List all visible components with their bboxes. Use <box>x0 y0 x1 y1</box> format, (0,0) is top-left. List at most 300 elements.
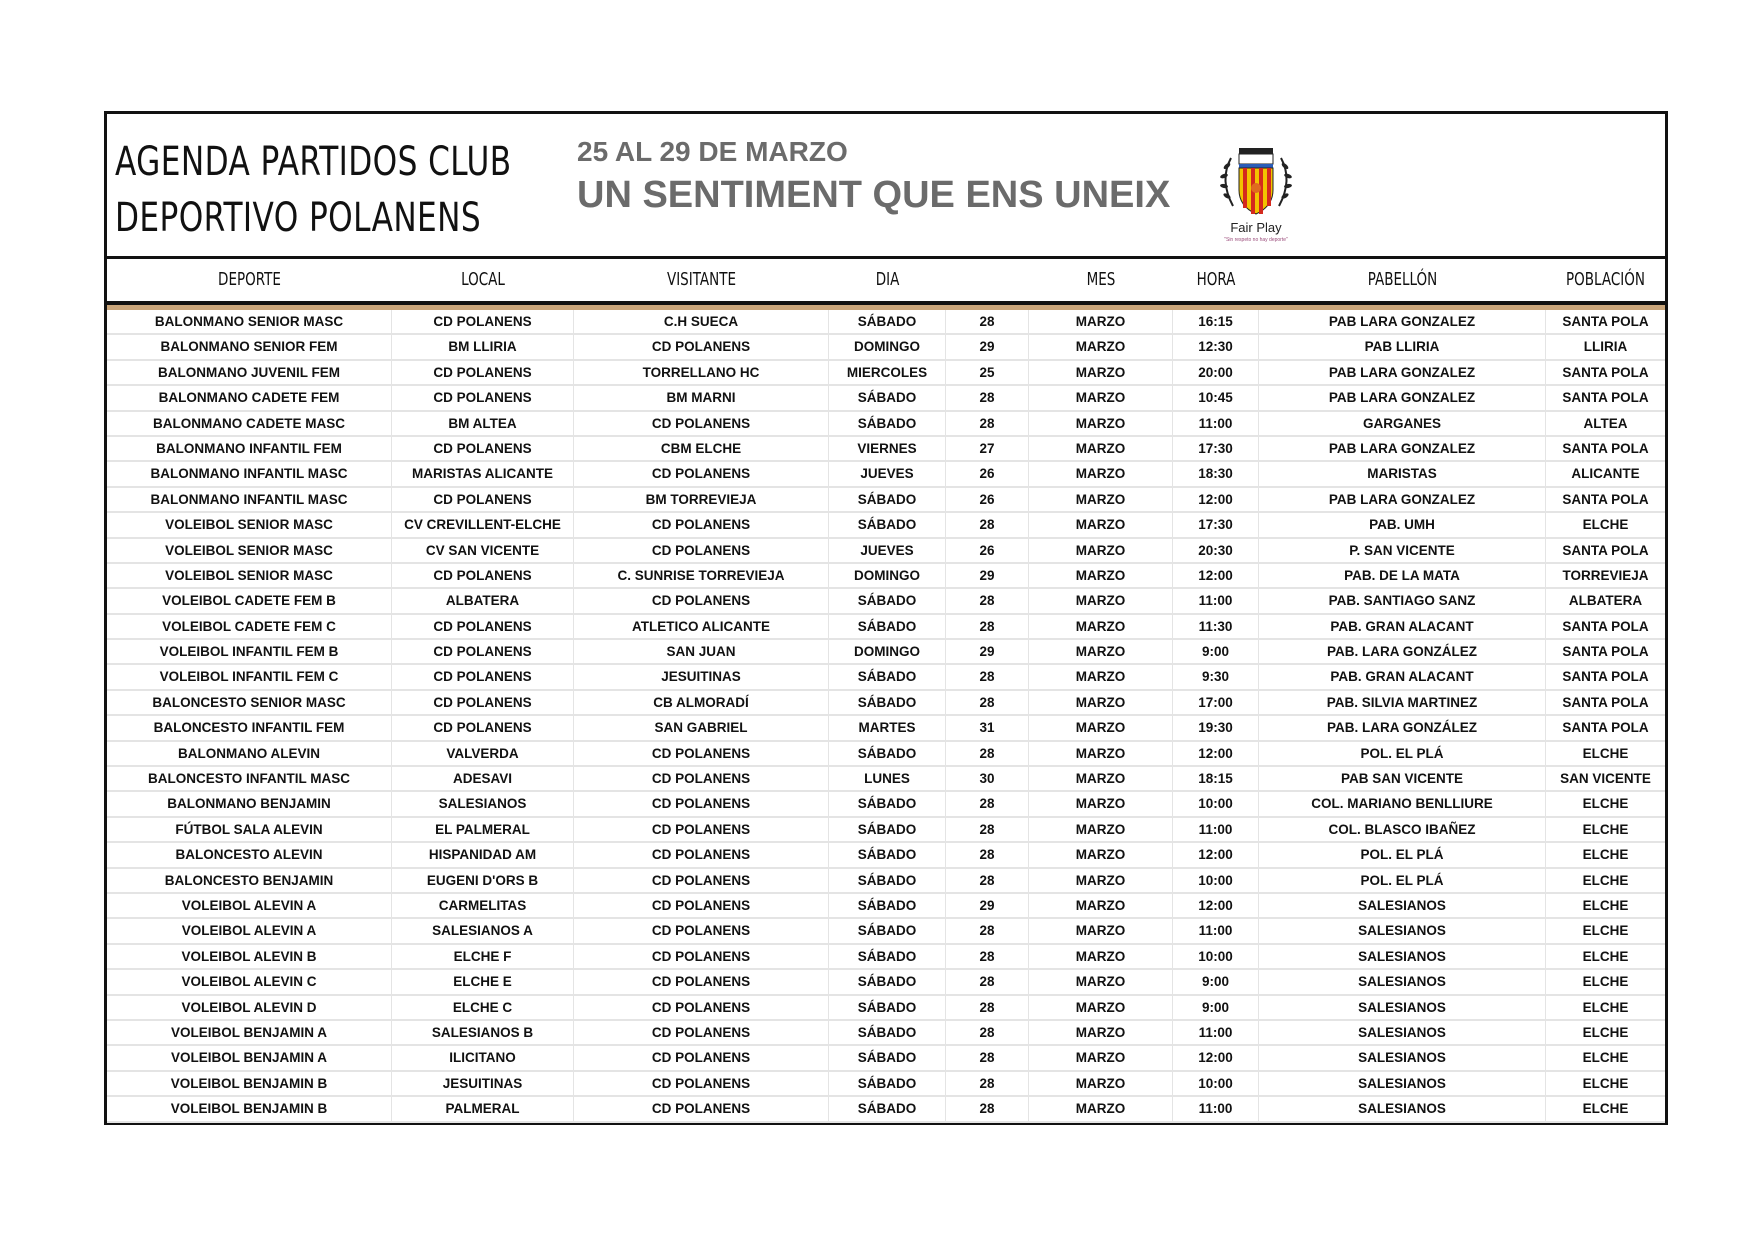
cell-pabellon: MARISTAS <box>1259 462 1546 485</box>
cell-visitante: C.H SUECA <box>574 310 829 333</box>
cell-pabellon: COL. BLASCO IBAÑEZ <box>1259 818 1546 841</box>
cell-mes: MARZO <box>1029 945 1173 968</box>
table-row <box>107 437 1665 462</box>
cell-hora: 9:00 <box>1173 970 1259 993</box>
cell-pabellon: PAB LARA GONZALEZ <box>1259 386 1546 409</box>
table-row <box>107 361 1665 386</box>
cell-pabellon: PAB. UMH <box>1259 513 1546 536</box>
cell-hora: 12:00 <box>1173 488 1259 511</box>
cell-local: ELCHE C <box>392 996 574 1019</box>
cell-day-number: 28 <box>946 742 1029 765</box>
cell-day-number: 28 <box>946 615 1029 638</box>
cell-mes: MARZO <box>1029 386 1173 409</box>
cell-hora: 11:00 <box>1173 919 1259 942</box>
cell-day-number: 28 <box>946 665 1029 688</box>
cell-pabellon: PAB. LARA GONZÁLEZ <box>1259 716 1546 739</box>
cell-deporte: BALONMANO SENIOR MASC <box>107 310 392 333</box>
cell-visitante: CD POLANENS <box>574 945 829 968</box>
cell-dia: SÁBADO <box>829 615 946 638</box>
cell-local: CD POLANENS <box>392 564 574 587</box>
cell-mes: MARZO <box>1029 1097 1173 1120</box>
cell-local: CV SAN VICENTE <box>392 539 574 562</box>
cell-dia: SÁBADO <box>829 488 946 511</box>
cell-visitante: CD POLANENS <box>574 818 829 841</box>
cell-local: EUGENI D'ORS B <box>392 869 574 892</box>
table-row <box>107 564 1665 589</box>
cell-day-number: 26 <box>946 462 1029 485</box>
cell-mes: MARZO <box>1029 615 1173 638</box>
cell-mes: MARZO <box>1029 1021 1173 1044</box>
cell-deporte: BALONMANO INFANTIL MASC <box>107 488 392 511</box>
table-row <box>107 919 1665 944</box>
table-row <box>107 894 1665 919</box>
cell-deporte: VOLEIBOL SENIOR MASC <box>107 513 392 536</box>
cell-visitante: CD POLANENS <box>574 869 829 892</box>
cell-poblacion: ELCHE <box>1582 948 1629 964</box>
cell-visitante: SAN GABRIEL <box>574 716 829 739</box>
cell-pabellon: SALESIANOS <box>1259 919 1546 942</box>
cell-mes: MARZO <box>1029 767 1173 790</box>
cell-local: CD POLANENS <box>392 615 574 638</box>
cell-visitante: CD POLANENS <box>574 742 829 765</box>
cell-mes: MARZO <box>1029 513 1173 536</box>
cell-poblacion: ELCHE <box>1582 897 1629 913</box>
cell-hora: 12:00 <box>1173 742 1259 765</box>
schedule-sheet <box>104 111 1668 1125</box>
cell-pabellon: SALESIANOS <box>1259 1072 1546 1095</box>
cell-mes: MARZO <box>1029 996 1173 1019</box>
cell-local: CD POLANENS <box>392 386 574 409</box>
cell-mes: MARZO <box>1029 970 1173 993</box>
cell-visitante: CD POLANENS <box>574 970 829 993</box>
cell-poblacion: ELCHE <box>1582 796 1629 812</box>
table-row <box>107 843 1665 868</box>
cell-poblacion: SANTA POLA <box>1562 618 1649 634</box>
col-local: LOCAL <box>461 269 505 290</box>
cell-deporte: VOLEIBOL SENIOR MASC <box>107 564 392 587</box>
cell-mes: MARZO <box>1029 1072 1173 1095</box>
cell-mes: MARZO <box>1029 589 1173 612</box>
table-row <box>107 742 1665 767</box>
cell-hora: 12:00 <box>1173 564 1259 587</box>
table-row <box>107 310 1665 335</box>
cell-poblacion: ELCHE <box>1582 821 1629 837</box>
cell-dia: DOMINGO <box>829 564 946 587</box>
cell-deporte: BALONMANO SENIOR FEM <box>107 335 392 358</box>
cell-visitante: CD POLANENS <box>574 335 829 358</box>
cell-poblacion: ELCHE <box>1582 1024 1629 1040</box>
cell-poblacion: ELCHE <box>1582 923 1629 939</box>
cell-dia: VIERNES <box>829 437 946 460</box>
cell-day-number: 28 <box>946 792 1029 815</box>
table-row <box>107 615 1665 640</box>
cell-visitante: C. SUNRISE TORREVIEJA <box>574 564 829 587</box>
cell-local: SALESIANOS B <box>392 1021 574 1044</box>
cell-poblacion: ELCHE <box>1582 1101 1629 1117</box>
table-row <box>107 1072 1665 1097</box>
cell-hora: 11:00 <box>1173 412 1259 435</box>
cell-hora: 16:15 <box>1173 310 1259 333</box>
table-row <box>107 869 1665 894</box>
cell-visitante: CD POLANENS <box>574 1097 829 1120</box>
cell-local: CD POLANENS <box>392 691 574 714</box>
table-row <box>107 1097 1665 1122</box>
cell-poblacion: ELCHE <box>1582 872 1629 888</box>
cell-local: CD POLANENS <box>392 665 574 688</box>
cell-pabellon: PAB LARA GONZALEZ <box>1259 361 1546 384</box>
cell-local: JESUITINAS <box>392 1072 574 1095</box>
slogan: UN SENTIMENT QUE ENS UNEIX <box>577 174 1171 216</box>
cell-dia: SÁBADO <box>829 386 946 409</box>
cell-dia: SÁBADO <box>829 310 946 333</box>
cell-deporte: VOLEIBOL BENJAMIN A <box>107 1021 392 1044</box>
cell-dia: SÁBADO <box>829 792 946 815</box>
cell-day-number: 25 <box>946 361 1029 384</box>
page-title <box>115 134 512 246</box>
table-row <box>107 1021 1665 1046</box>
cell-visitante: CB ALMORADÍ <box>574 691 829 714</box>
cell-dia: JUEVES <box>829 462 946 485</box>
cell-day-number: 28 <box>946 1046 1029 1069</box>
table-row <box>107 386 1665 411</box>
table-row <box>107 462 1665 487</box>
cell-hora: 12:00 <box>1173 894 1259 917</box>
cell-mes: MARZO <box>1029 462 1173 485</box>
cell-deporte: BALONMANO CADETE FEM <box>107 386 392 409</box>
cell-deporte: VOLEIBOL SENIOR MASC <box>107 539 392 562</box>
cell-dia: MARTES <box>829 716 946 739</box>
cell-local: CD POLANENS <box>392 437 574 460</box>
cell-local: BM LLIRIA <box>392 335 574 358</box>
cell-mes: MARZO <box>1029 742 1173 765</box>
table-row <box>107 539 1665 564</box>
cell-hora: 18:15 <box>1173 767 1259 790</box>
cell-local: EL PALMERAL <box>392 818 574 841</box>
cell-deporte: VOLEIBOL BENJAMIN B <box>107 1072 392 1095</box>
table-row <box>107 996 1665 1021</box>
cell-deporte: BALONCESTO BENJAMIN <box>107 869 392 892</box>
cell-day-number: 28 <box>946 386 1029 409</box>
cell-mes: MARZO <box>1029 335 1173 358</box>
cell-dia: JUEVES <box>829 539 946 562</box>
cell-day-number: 28 <box>946 691 1029 714</box>
cell-poblacion: LLIRIA <box>1583 339 1628 355</box>
cell-local: CD POLANENS <box>392 310 574 333</box>
cell-day-number: 28 <box>946 869 1029 892</box>
col-hora: HORA <box>1196 269 1236 290</box>
table-row <box>107 691 1665 716</box>
cell-deporte: VOLEIBOL CADETE FEM B <box>107 589 392 612</box>
cell-poblacion: ELCHE <box>1582 745 1629 761</box>
table-row <box>107 767 1665 792</box>
cell-poblacion: SANTA POLA <box>1562 644 1649 660</box>
cell-hora: 17:30 <box>1173 437 1259 460</box>
cell-visitante: CD POLANENS <box>574 996 829 1019</box>
cell-visitante: CD POLANENS <box>574 792 829 815</box>
cell-mes: MARZO <box>1029 665 1173 688</box>
table-row <box>107 412 1665 437</box>
cell-dia: SÁBADO <box>829 513 946 536</box>
cell-deporte: VOLEIBOL INFANTIL FEM B <box>107 640 392 663</box>
cell-local: PALMERAL <box>392 1097 574 1120</box>
table-row <box>107 818 1665 843</box>
cell-day-number: 26 <box>946 488 1029 511</box>
cell-hora: 10:00 <box>1173 792 1259 815</box>
cell-hora: 12:30 <box>1173 335 1259 358</box>
cell-pabellon: POL. EL PLÁ <box>1259 843 1546 866</box>
cell-day-number: 28 <box>946 1021 1029 1044</box>
cell-dia: SÁBADO <box>829 589 946 612</box>
cell-pabellon: COL. MARIANO BENLLIURE <box>1259 792 1546 815</box>
cell-pabellon: PAB LLIRIA <box>1259 335 1546 358</box>
cell-dia: LUNES <box>829 767 946 790</box>
cell-deporte: VOLEIBOL CADETE FEM C <box>107 615 392 638</box>
cell-hora: 10:00 <box>1173 945 1259 968</box>
cell-mes: MARZO <box>1029 640 1173 663</box>
cell-visitante: CD POLANENS <box>574 894 829 917</box>
cell-local: ADESAVI <box>392 767 574 790</box>
cell-hora: 20:30 <box>1173 539 1259 562</box>
cell-day-number: 27 <box>946 437 1029 460</box>
cell-day-number: 28 <box>946 996 1029 1019</box>
table-row <box>107 513 1665 538</box>
cell-pabellon: PAB LARA GONZALEZ <box>1259 488 1546 511</box>
cell-mes: MARZO <box>1029 361 1173 384</box>
cell-mes: MARZO <box>1029 539 1173 562</box>
table-row <box>107 792 1665 817</box>
cell-dia: SÁBADO <box>829 1046 946 1069</box>
cell-pabellon: PAB SAN VICENTE <box>1259 767 1546 790</box>
cell-pabellon: PAB. DE LA MATA <box>1259 564 1546 587</box>
cell-hora: 18:30 <box>1173 462 1259 485</box>
cell-local: ELCHE E <box>392 970 574 993</box>
cell-deporte: VOLEIBOL ALEVIN D <box>107 996 392 1019</box>
cell-hora: 17:00 <box>1173 691 1259 714</box>
cell-pabellon: PAB. GRAN ALACANT <box>1259 665 1546 688</box>
cell-local: VALVERDA <box>392 742 574 765</box>
cell-local: ILICITANO <box>392 1046 574 1069</box>
cell-poblacion: ELCHE <box>1582 517 1629 533</box>
cell-pabellon: SALESIANOS <box>1259 1021 1546 1044</box>
table-row <box>107 335 1665 360</box>
cell-day-number: 28 <box>946 513 1029 536</box>
col-poblacion: POBLACIÓN <box>1565 269 1645 290</box>
cell-dia: SÁBADO <box>829 843 946 866</box>
cell-hora: 9:00 <box>1173 996 1259 1019</box>
cell-deporte: VOLEIBOL ALEVIN A <box>107 894 392 917</box>
cell-visitante: CD POLANENS <box>574 843 829 866</box>
cell-hora: 9:30 <box>1173 665 1259 688</box>
cell-pabellon: SALESIANOS <box>1259 996 1546 1019</box>
match-table <box>107 310 1665 1123</box>
cell-visitante: CD POLANENS <box>574 919 829 942</box>
cell-day-number: 28 <box>946 589 1029 612</box>
cell-deporte: BALONCESTO ALEVIN <box>107 843 392 866</box>
cell-dia: DOMINGO <box>829 335 946 358</box>
cell-dia: SÁBADO <box>829 1097 946 1120</box>
cell-pabellon: PAB. GRAN ALACANT <box>1259 615 1546 638</box>
cell-visitante: JESUITINAS <box>574 665 829 688</box>
col-visitante: VISITANTE <box>666 269 737 290</box>
cell-poblacion: SANTA POLA <box>1562 542 1649 558</box>
col-day-number <box>956 259 1018 301</box>
cell-poblacion: ALICANTE <box>1571 466 1640 482</box>
cell-day-number: 28 <box>946 818 1029 841</box>
cell-dia: SÁBADO <box>829 1021 946 1044</box>
cell-poblacion: SANTA POLA <box>1562 364 1649 380</box>
cell-hora: 11:30 <box>1173 615 1259 638</box>
cell-visitante: CD POLANENS <box>574 539 829 562</box>
cell-dia: SÁBADO <box>829 742 946 765</box>
table-row <box>107 970 1665 995</box>
cell-local: CD POLANENS <box>392 716 574 739</box>
cell-deporte: BALONMANO CADETE MASC <box>107 412 392 435</box>
cell-deporte: VOLEIBOL ALEVIN C <box>107 970 392 993</box>
cell-dia: SÁBADO <box>829 665 946 688</box>
cell-local: MARISTAS ALICANTE <box>392 462 574 485</box>
cell-visitante: CD POLANENS <box>574 767 829 790</box>
cell-mes: MARZO <box>1029 716 1173 739</box>
cell-mes: MARZO <box>1029 869 1173 892</box>
cell-pabellon: POL. EL PLÁ <box>1259 869 1546 892</box>
fair-play-motto: "Sin respeto no hay deporte" <box>1224 237 1288 243</box>
cell-visitante: TORRELLANO HC <box>574 361 829 384</box>
cell-poblacion: ELCHE <box>1582 974 1629 990</box>
cell-mes: MARZO <box>1029 818 1173 841</box>
cell-deporte: BALONMANO BENJAMIN <box>107 792 392 815</box>
cell-hora: 17:30 <box>1173 513 1259 536</box>
column-headers <box>107 259 1665 301</box>
cell-local: CD POLANENS <box>392 488 574 511</box>
cell-hora: 10:45 <box>1173 386 1259 409</box>
cell-mes: MARZO <box>1029 792 1173 815</box>
table-row <box>107 589 1665 614</box>
cell-deporte: VOLEIBOL ALEVIN A <box>107 919 392 942</box>
cell-poblacion: ALBATERA <box>1568 593 1643 609</box>
cell-hora: 11:00 <box>1173 589 1259 612</box>
cell-dia: MIERCOLES <box>829 361 946 384</box>
cell-day-number: 28 <box>946 843 1029 866</box>
cell-hora: 19:30 <box>1173 716 1259 739</box>
cell-day-number: 28 <box>946 945 1029 968</box>
cell-poblacion: SANTA POLA <box>1562 390 1649 406</box>
cell-pabellon: SALESIANOS <box>1259 1046 1546 1069</box>
cell-mes: MARZO <box>1029 437 1173 460</box>
cell-dia: SÁBADO <box>829 919 946 942</box>
cell-poblacion: SANTA POLA <box>1562 720 1649 736</box>
cell-local: ALBATERA <box>392 589 574 612</box>
cell-poblacion: SANTA POLA <box>1562 669 1649 685</box>
cell-deporte: BALONCESTO INFANTIL MASC <box>107 767 392 790</box>
cell-pabellon: SALESIANOS <box>1259 1097 1546 1120</box>
cell-visitante: CBM ELCHE <box>574 437 829 460</box>
table-row <box>107 665 1665 690</box>
cell-visitante: BM TORREVIEJA <box>574 488 829 511</box>
col-pabellon: PABELLÓN <box>1367 269 1438 290</box>
cell-poblacion: SANTA POLA <box>1562 491 1649 507</box>
cell-mes: MARZO <box>1029 564 1173 587</box>
cell-visitante: SAN JUAN <box>574 640 829 663</box>
cell-poblacion: ALTEA <box>1583 415 1628 431</box>
cell-pabellon: PAB LARA GONZALEZ <box>1259 310 1546 333</box>
cell-visitante: CD POLANENS <box>574 1021 829 1044</box>
cell-local: SALESIANOS <box>392 792 574 815</box>
table-row <box>107 640 1665 665</box>
cell-day-number: 31 <box>946 716 1029 739</box>
cell-visitante: CD POLANENS <box>574 412 829 435</box>
cell-visitante: CD POLANENS <box>574 1046 829 1069</box>
cell-local: CARMELITAS <box>392 894 574 917</box>
cell-day-number: 29 <box>946 564 1029 587</box>
cell-dia: SÁBADO <box>829 869 946 892</box>
cell-dia: SÁBADO <box>829 945 946 968</box>
cell-dia: DOMINGO <box>829 640 946 663</box>
cell-pabellon: POL. EL PLÁ <box>1259 742 1546 765</box>
cell-poblacion: SANTA POLA <box>1562 694 1649 710</box>
cell-day-number: 30 <box>946 767 1029 790</box>
cell-poblacion: ELCHE <box>1582 999 1629 1015</box>
cell-pabellon: PAB. SILVIA MARTINEZ <box>1259 691 1546 714</box>
fair-play-caption: Fair Play <box>1230 220 1282 235</box>
cell-hora: 12:00 <box>1173 1046 1259 1069</box>
table-row <box>107 945 1665 970</box>
cell-visitante: CD POLANENS <box>574 462 829 485</box>
cell-poblacion: SAN VICENTE <box>1560 771 1651 787</box>
date-range: 25 AL 29 DE MARZO <box>577 136 848 167</box>
cell-visitante: CD POLANENS <box>574 1072 829 1095</box>
cell-deporte: VOLEIBOL BENJAMIN A <box>107 1046 392 1069</box>
cell-local: BM ALTEA <box>392 412 574 435</box>
cell-hora: 12:00 <box>1173 843 1259 866</box>
cell-deporte: VOLEIBOL INFANTIL FEM C <box>107 665 392 688</box>
cell-hora: 9:00 <box>1173 640 1259 663</box>
cell-hora: 11:00 <box>1173 1097 1259 1120</box>
col-deporte: DEPORTE <box>218 269 281 290</box>
cell-hora: 10:00 <box>1173 869 1259 892</box>
cell-pabellon: GARGANES <box>1259 412 1546 435</box>
cell-visitante: CD POLANENS <box>574 513 829 536</box>
cell-poblacion: SANTA POLA <box>1562 314 1649 329</box>
cell-day-number: 28 <box>946 919 1029 942</box>
cell-day-number: 29 <box>946 894 1029 917</box>
cell-pabellon: P. SAN VICENTE <box>1259 539 1546 562</box>
cell-visitante: BM MARNI <box>574 386 829 409</box>
col-mes: MES <box>1086 269 1116 290</box>
cell-hora: 11:00 <box>1173 1021 1259 1044</box>
cell-deporte: FÚTBOL SALA ALEVIN <box>107 818 392 841</box>
cell-hora: 10:00 <box>1173 1072 1259 1095</box>
crest-icon <box>1201 144 1311 222</box>
table-row <box>107 716 1665 741</box>
cell-day-number: 29 <box>946 640 1029 663</box>
cell-pabellon: PAB LARA GONZALEZ <box>1259 437 1546 460</box>
cell-poblacion: TORREVIEJA <box>1562 567 1649 583</box>
cell-dia: SÁBADO <box>829 894 946 917</box>
cell-pabellon: SALESIANOS <box>1259 894 1546 917</box>
cell-local: CD POLANENS <box>392 640 574 663</box>
cell-mes: MARZO <box>1029 843 1173 866</box>
cell-pabellon: PAB. SANTIAGO SANZ <box>1259 589 1546 612</box>
cell-day-number: 28 <box>946 412 1029 435</box>
cell-day-number: 28 <box>946 1097 1029 1120</box>
cell-poblacion: ELCHE <box>1582 847 1629 863</box>
title-line-2: DEPORTIVO POLANENS <box>115 195 482 241</box>
cell-mes: MARZO <box>1029 412 1173 435</box>
cell-mes: MARZO <box>1029 691 1173 714</box>
cell-deporte: VOLEIBOL BENJAMIN B <box>107 1097 392 1120</box>
table-row <box>107 488 1665 513</box>
cell-visitante: CD POLANENS <box>574 589 829 612</box>
